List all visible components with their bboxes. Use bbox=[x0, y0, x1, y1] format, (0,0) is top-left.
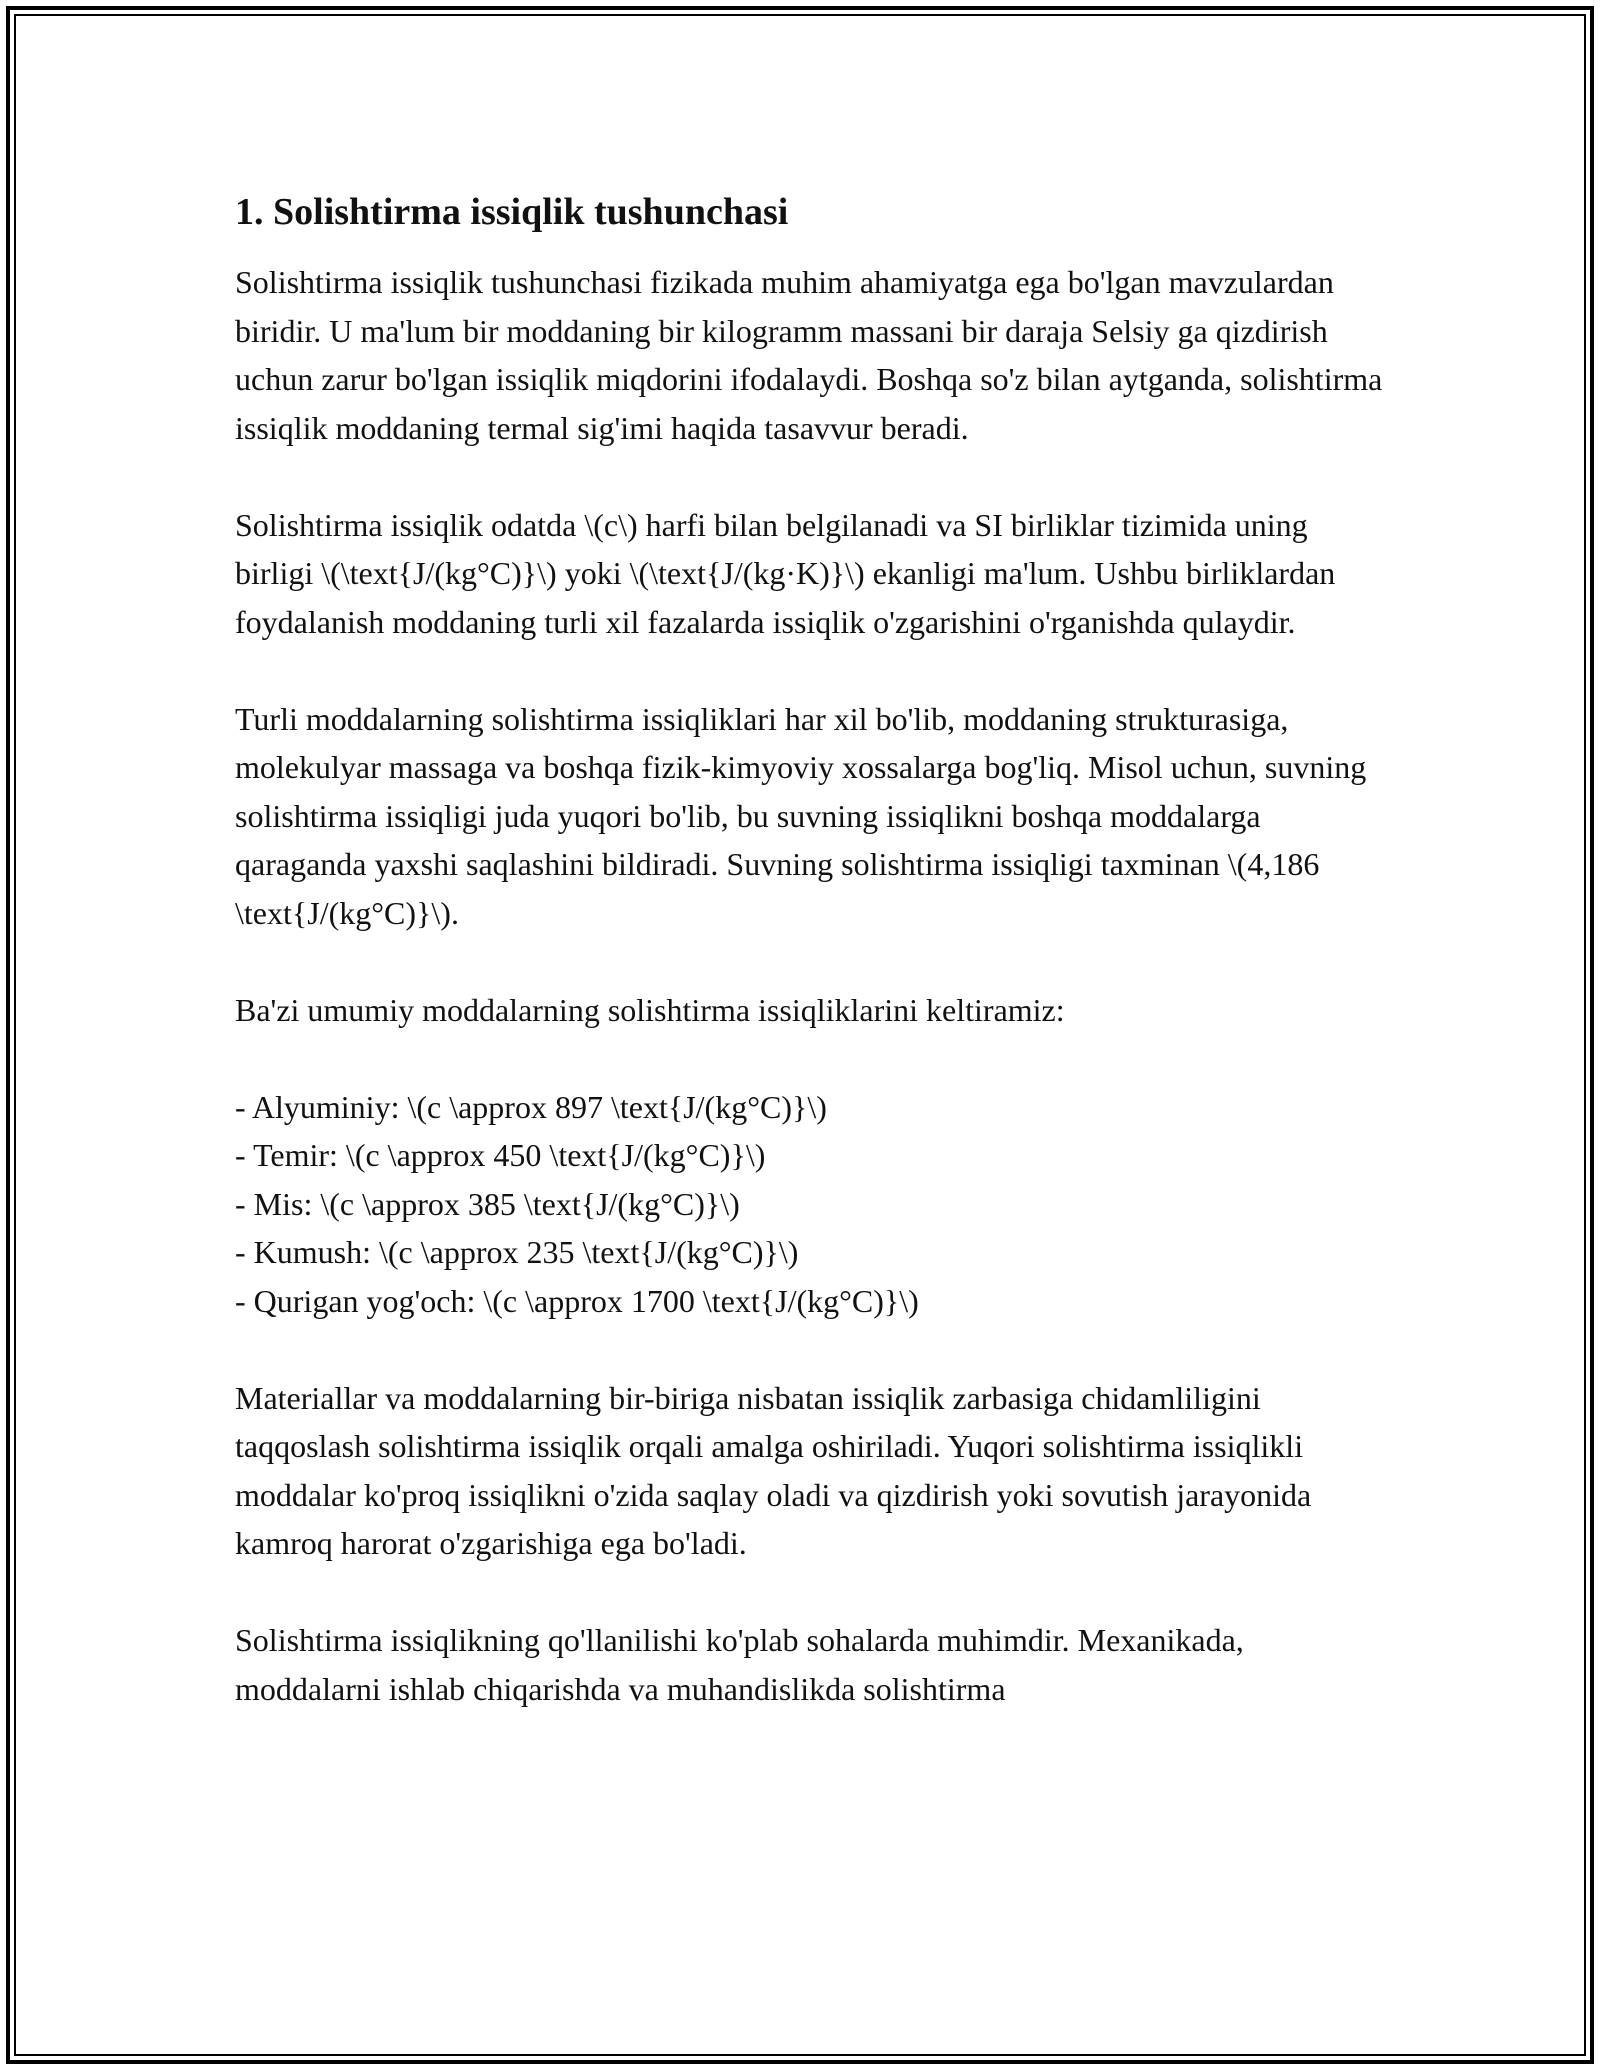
paragraph-units: Solishtirma issiqlik odatda \(c\) harfi bilan belgilanadi va SI birliklar tizimida uning birligi \(\text{J/(kg°C)}\) yoki \(\text{J/(kg·K)}\) ekanligi ma'lum. Ushbu birliklardan foydalanish moddaning turli xil fazalarda issiqlik o'zgarishini o'rganishda qulaydir. bbox=[235, 506, 1336, 640]
list-item: - Temir: \(c \approx 450 \text{J/(kg°C)}\) bbox=[235, 1137, 766, 1173]
document-body bbox=[235, 186, 1385, 1762]
list-item: - Kumush: \(c \approx 235 \text{J/(kg°C)}\) bbox=[235, 1234, 799, 1270]
paragraph-list-intro: Ba'zi umumiy moddalarning solishtirma issiqliklarini keltiramiz: bbox=[235, 991, 1065, 1028]
paragraph-water: Turli moddalarning solishtirma issiqliklari har xil bo'lib, moddaning strukturasiga, molekulyar massaga va boshqa fizik-kimyoviy xossalarga bog'liq. Misol uchun, suvning solishtirma issiqligi juda yuqori bo'lib, bu suvning issiqlikni boshqa moddalarga qaraganda yaxshi saqlashini bildiradi. Suvning solishtirma issiqligi taxminan \(4,186 \text{J/(kg°C)}\). bbox=[235, 700, 1367, 931]
paragraph-applications: Solishtirma issiqlikning qo'llanilishi ko'plab sohalarda muhimdir. Mexanikada, moddalarni ishlab chiqarishda va muhandislikda solishtirma bbox=[235, 1622, 1244, 1707]
section-heading: 1. Solishtirma issiqlik tushunchasi bbox=[235, 191, 789, 233]
specific-heat-list bbox=[235, 1083, 1385, 1326]
list-item: - Qurigan yog'och: \(c \approx 1700 \text{J/(kg°C)}\) bbox=[235, 1282, 919, 1319]
paragraph-definition: Solishtirma issiqlik tushunchasi fizikada muhim ahamiyatga ega bo'lgan mavzulardan biridir. U ma'lum bir moddaning bir kilogramm massani bir daraja Selsiy ga qizdirish uchun zarur bo'lgan issiqlik miqdorini ifodalaydi. Boshqa so'z bilan aytganda, solishtirma issiqlik moddaning termal sig'imi haqida tasavvur beradi. bbox=[235, 264, 1383, 446]
paragraph-comparison: Materiallar va moddalarning bir-biriga nisbatan issiqlik zarbasiga chidamliligini taqqoslash solishtirma issiqlik orqali amalga oshiriladi. Yuqori solishtirma issiqlikli moddalar ko'proq issiqlikni o'zida saqlay oladi va qizdirish yoki sovutish jarayonida kamroq harorat o'zgarishiga ega bo'ladi. bbox=[235, 1379, 1312, 1561]
list-item: - Mis: \(c \approx 385 \text{J/(kg°C)}\) bbox=[235, 1185, 740, 1222]
list-item: - Alyuminiy: \(c \approx 897 \text{J/(kg°C)}\) bbox=[235, 1088, 827, 1125]
